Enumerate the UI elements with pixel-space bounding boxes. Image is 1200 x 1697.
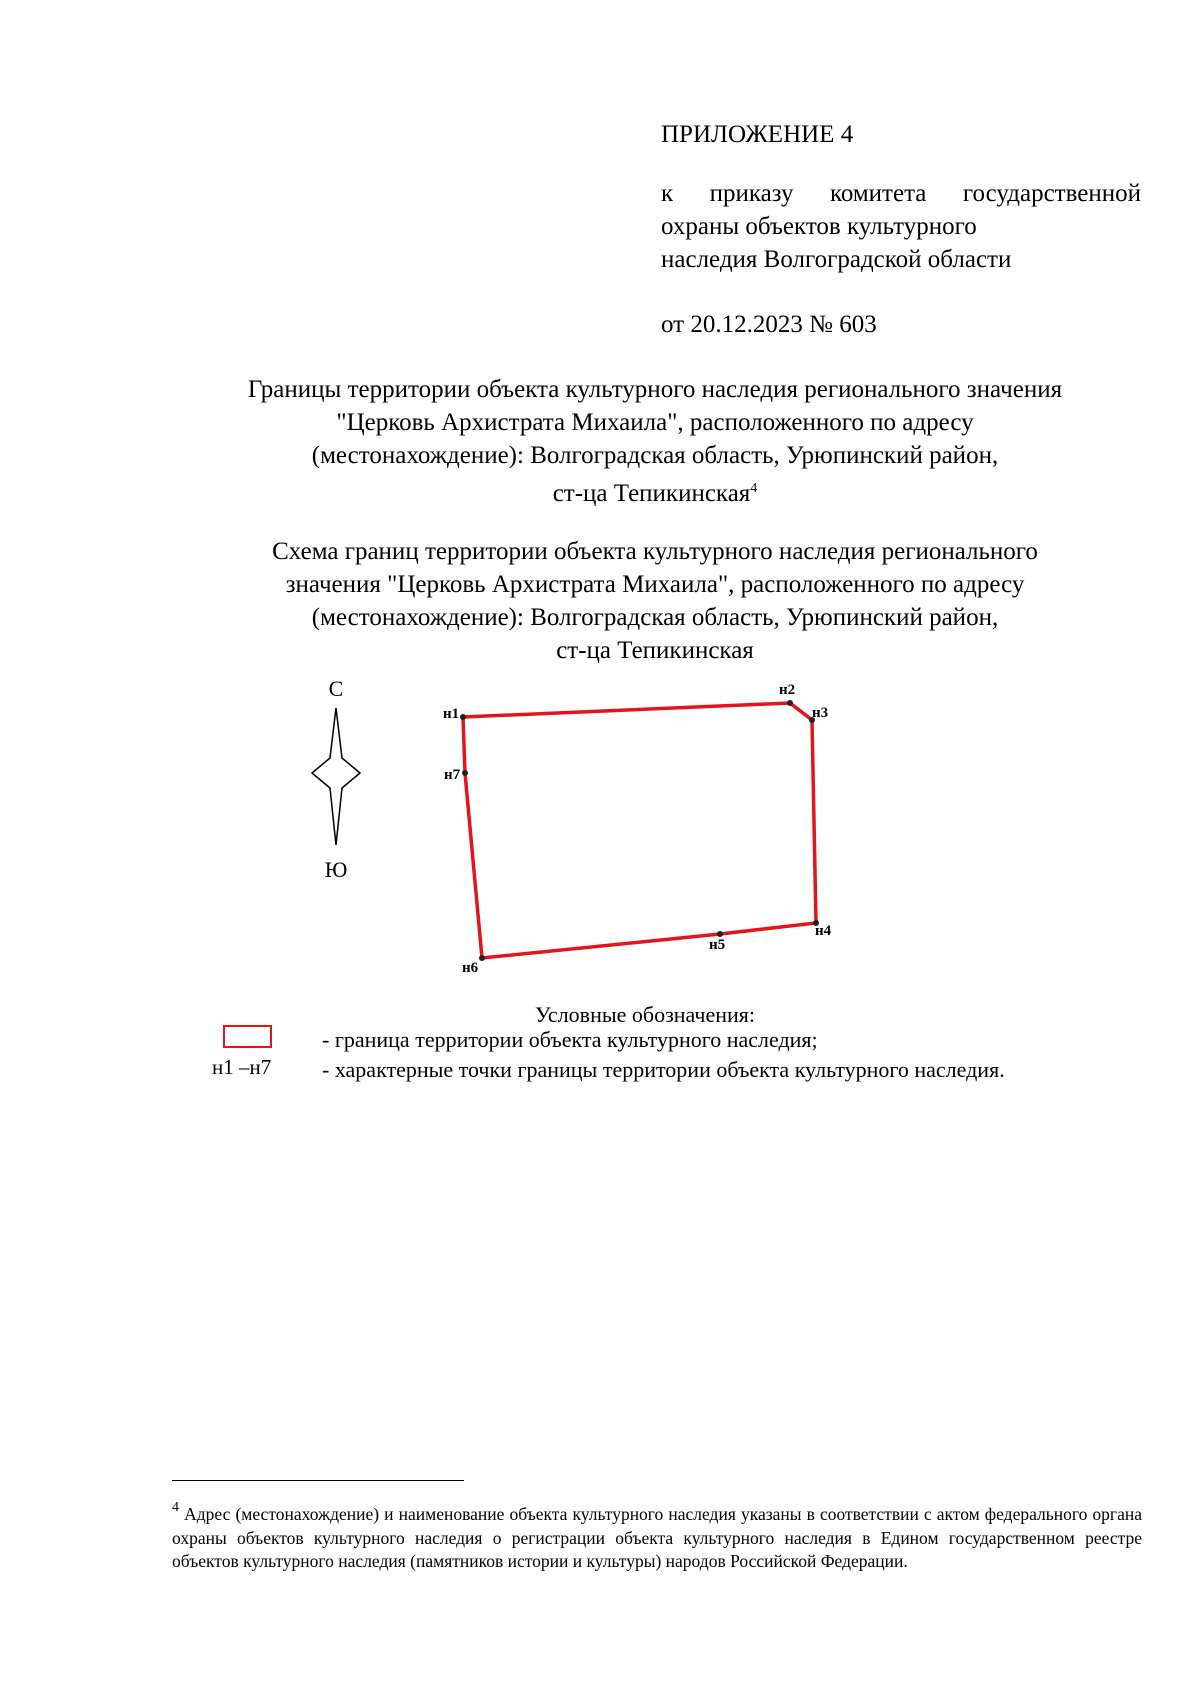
compass bbox=[312, 676, 360, 882]
order-line-1: к приказу комитета государственной bbox=[661, 180, 1141, 207]
footnote bbox=[172, 1496, 1142, 1574]
legend-boundary-desc: - граница территории объекта культурного наследия; bbox=[322, 1027, 818, 1052]
title-line-3: (местонахождение): Волгоградская область, Урюпинский район, bbox=[311, 442, 999, 469]
legend-heading: Условные обозначения: bbox=[535, 1002, 756, 1027]
compass-south-label: Ю bbox=[324, 857, 348, 882]
order-line-3: наследия Волгоградской области bbox=[661, 246, 1012, 273]
legend-boundary-swatch bbox=[223, 1025, 272, 1048]
title-line-2: "Церковь Архистрата Михаила", расположенного по адресу bbox=[336, 409, 974, 436]
appendix-title: ПРИЛОЖЕНИЕ 4 bbox=[661, 121, 854, 148]
boundary-point-label: н4 bbox=[815, 923, 832, 939]
boundary-point-marker bbox=[479, 955, 485, 961]
scheme-title-line-1: Схема границ территории объекта культурного наследия регионального bbox=[272, 538, 1038, 565]
boundary-point-marker bbox=[460, 714, 466, 720]
compass-north-label: С bbox=[328, 676, 344, 701]
boundary-point-label: н7 bbox=[444, 767, 461, 783]
legend-points-desc: - характерные точки границы территории объекта культурного наследия. bbox=[322, 1057, 1005, 1082]
footnote-number: 4 bbox=[172, 1500, 179, 1515]
footnote-divider bbox=[172, 1480, 464, 1481]
boundary-point-marker bbox=[462, 770, 468, 776]
boundary-point-label: н2 bbox=[779, 682, 796, 698]
boundary-point-label: н6 bbox=[462, 960, 479, 976]
boundary-point-marker bbox=[787, 700, 793, 706]
footnote-text: Адрес (местонахождение) и наименование объекта культурного наследия указаны в соответствии с актом федерального органа охраны объектов культурного наследия о регистрации объекта культурного наследия в Едином государственном реестре объектов культурного наследия (памятников истории и культуры) народов Российской Федерации. bbox=[172, 1504, 1142, 1571]
legend-points-label: н1 –н7 bbox=[212, 1055, 272, 1079]
title-line-1: Границы территории объекта культурного наследия регионального значения bbox=[247, 376, 1063, 403]
scheme-title-line-3: (местонахождение): Волгоградская область, Урюпинский район, bbox=[311, 604, 999, 631]
footnote-ref[interactable]: 4 bbox=[750, 481, 758, 496]
order-date: от 20.12.2023 № 603 bbox=[661, 311, 877, 338]
title-line-4-text: ст-ца Тепикинская bbox=[552, 480, 751, 507]
boundary-points bbox=[443, 682, 832, 976]
scheme-title-line-4: ст-ца Тепикинская bbox=[556, 637, 754, 664]
boundary-point-label: н5 bbox=[709, 937, 726, 953]
compass-star-icon bbox=[312, 708, 360, 845]
scheme-title-line-2: значения "Церковь Архистрата Михаила", расположенного по адресу bbox=[285, 571, 1025, 598]
boundary-polygon bbox=[463, 703, 816, 958]
boundary-point-label: н3 bbox=[812, 705, 829, 721]
order-line-2: охраны объектов культурного bbox=[661, 213, 977, 240]
boundary-point-label: н1 bbox=[443, 706, 460, 722]
